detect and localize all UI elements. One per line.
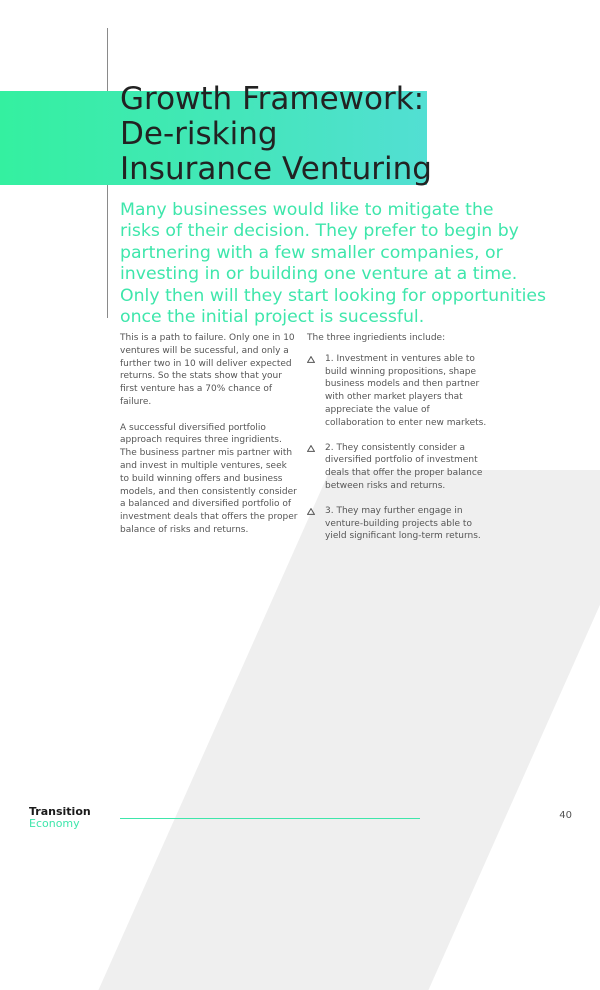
left-text-column	[120, 332, 298, 550]
list-item-text: 2. They consistently consider a diversified portfolio of investment deals that offer the proper balance between risks and returns.	[325, 442, 483, 491]
lead-line: once the initial project is sucessful.	[120, 307, 425, 328]
logo-line: Economy	[29, 817, 80, 830]
brand-logo	[29, 806, 99, 830]
list-item	[307, 505, 487, 543]
body-paragraph: A successful diversified portfolio approach requires three ingridients. The business partner mis partner with and invest in multiple ventures, seek to build winning offers and business models, and then consistently consider a balanced and diversified portfolio of investment deals that offers the proper balance of risks and returns.	[120, 422, 298, 535]
list-item-text: 3. They may further engage in venture-building projects able to yield significant long-term returns.	[325, 505, 481, 542]
triangle-outline-icon	[307, 442, 317, 455]
triangle-outline-icon	[307, 353, 317, 366]
title-line: Insurance Venturing	[120, 151, 432, 187]
page-number: 40	[559, 810, 572, 821]
lead-line: risks of their decision. They prefer to begin by	[120, 221, 519, 242]
triangle-outline-icon	[307, 505, 317, 518]
lead-line: Only then will they start looking for opportunities	[120, 285, 547, 306]
right-text-column	[307, 332, 487, 555]
list-item	[307, 353, 487, 430]
ingredients-list	[307, 353, 487, 543]
list-item-text: 1. Investment in ventures able to build winning propositions, shape business models and then partner with other market players that appreciate the value of collaboration to enter new markets.	[325, 353, 487, 428]
body-paragraph: This is a path to failure. Only one in 10 ventures will be sucessful, and only a further two in 10 will deliver expected returns. So the stats show that your first venture has a 70% chance of failure.	[120, 333, 295, 407]
list-item	[307, 442, 487, 493]
title-line: De-risking	[120, 116, 278, 152]
lead-line: Many businesses would like to mitigate the	[120, 200, 494, 220]
page-title	[120, 82, 432, 187]
footer-rule	[120, 818, 420, 819]
logo-line: Transition	[29, 805, 91, 818]
list-intro: The three ingriedients include:	[307, 333, 446, 343]
title-line: Growth Framework:	[120, 81, 425, 117]
lead-paragraph	[120, 200, 570, 328]
lead-line: investing in or building one venture at a time.	[120, 264, 518, 285]
lead-line: partnering with a few smaller companies, or	[120, 242, 503, 263]
